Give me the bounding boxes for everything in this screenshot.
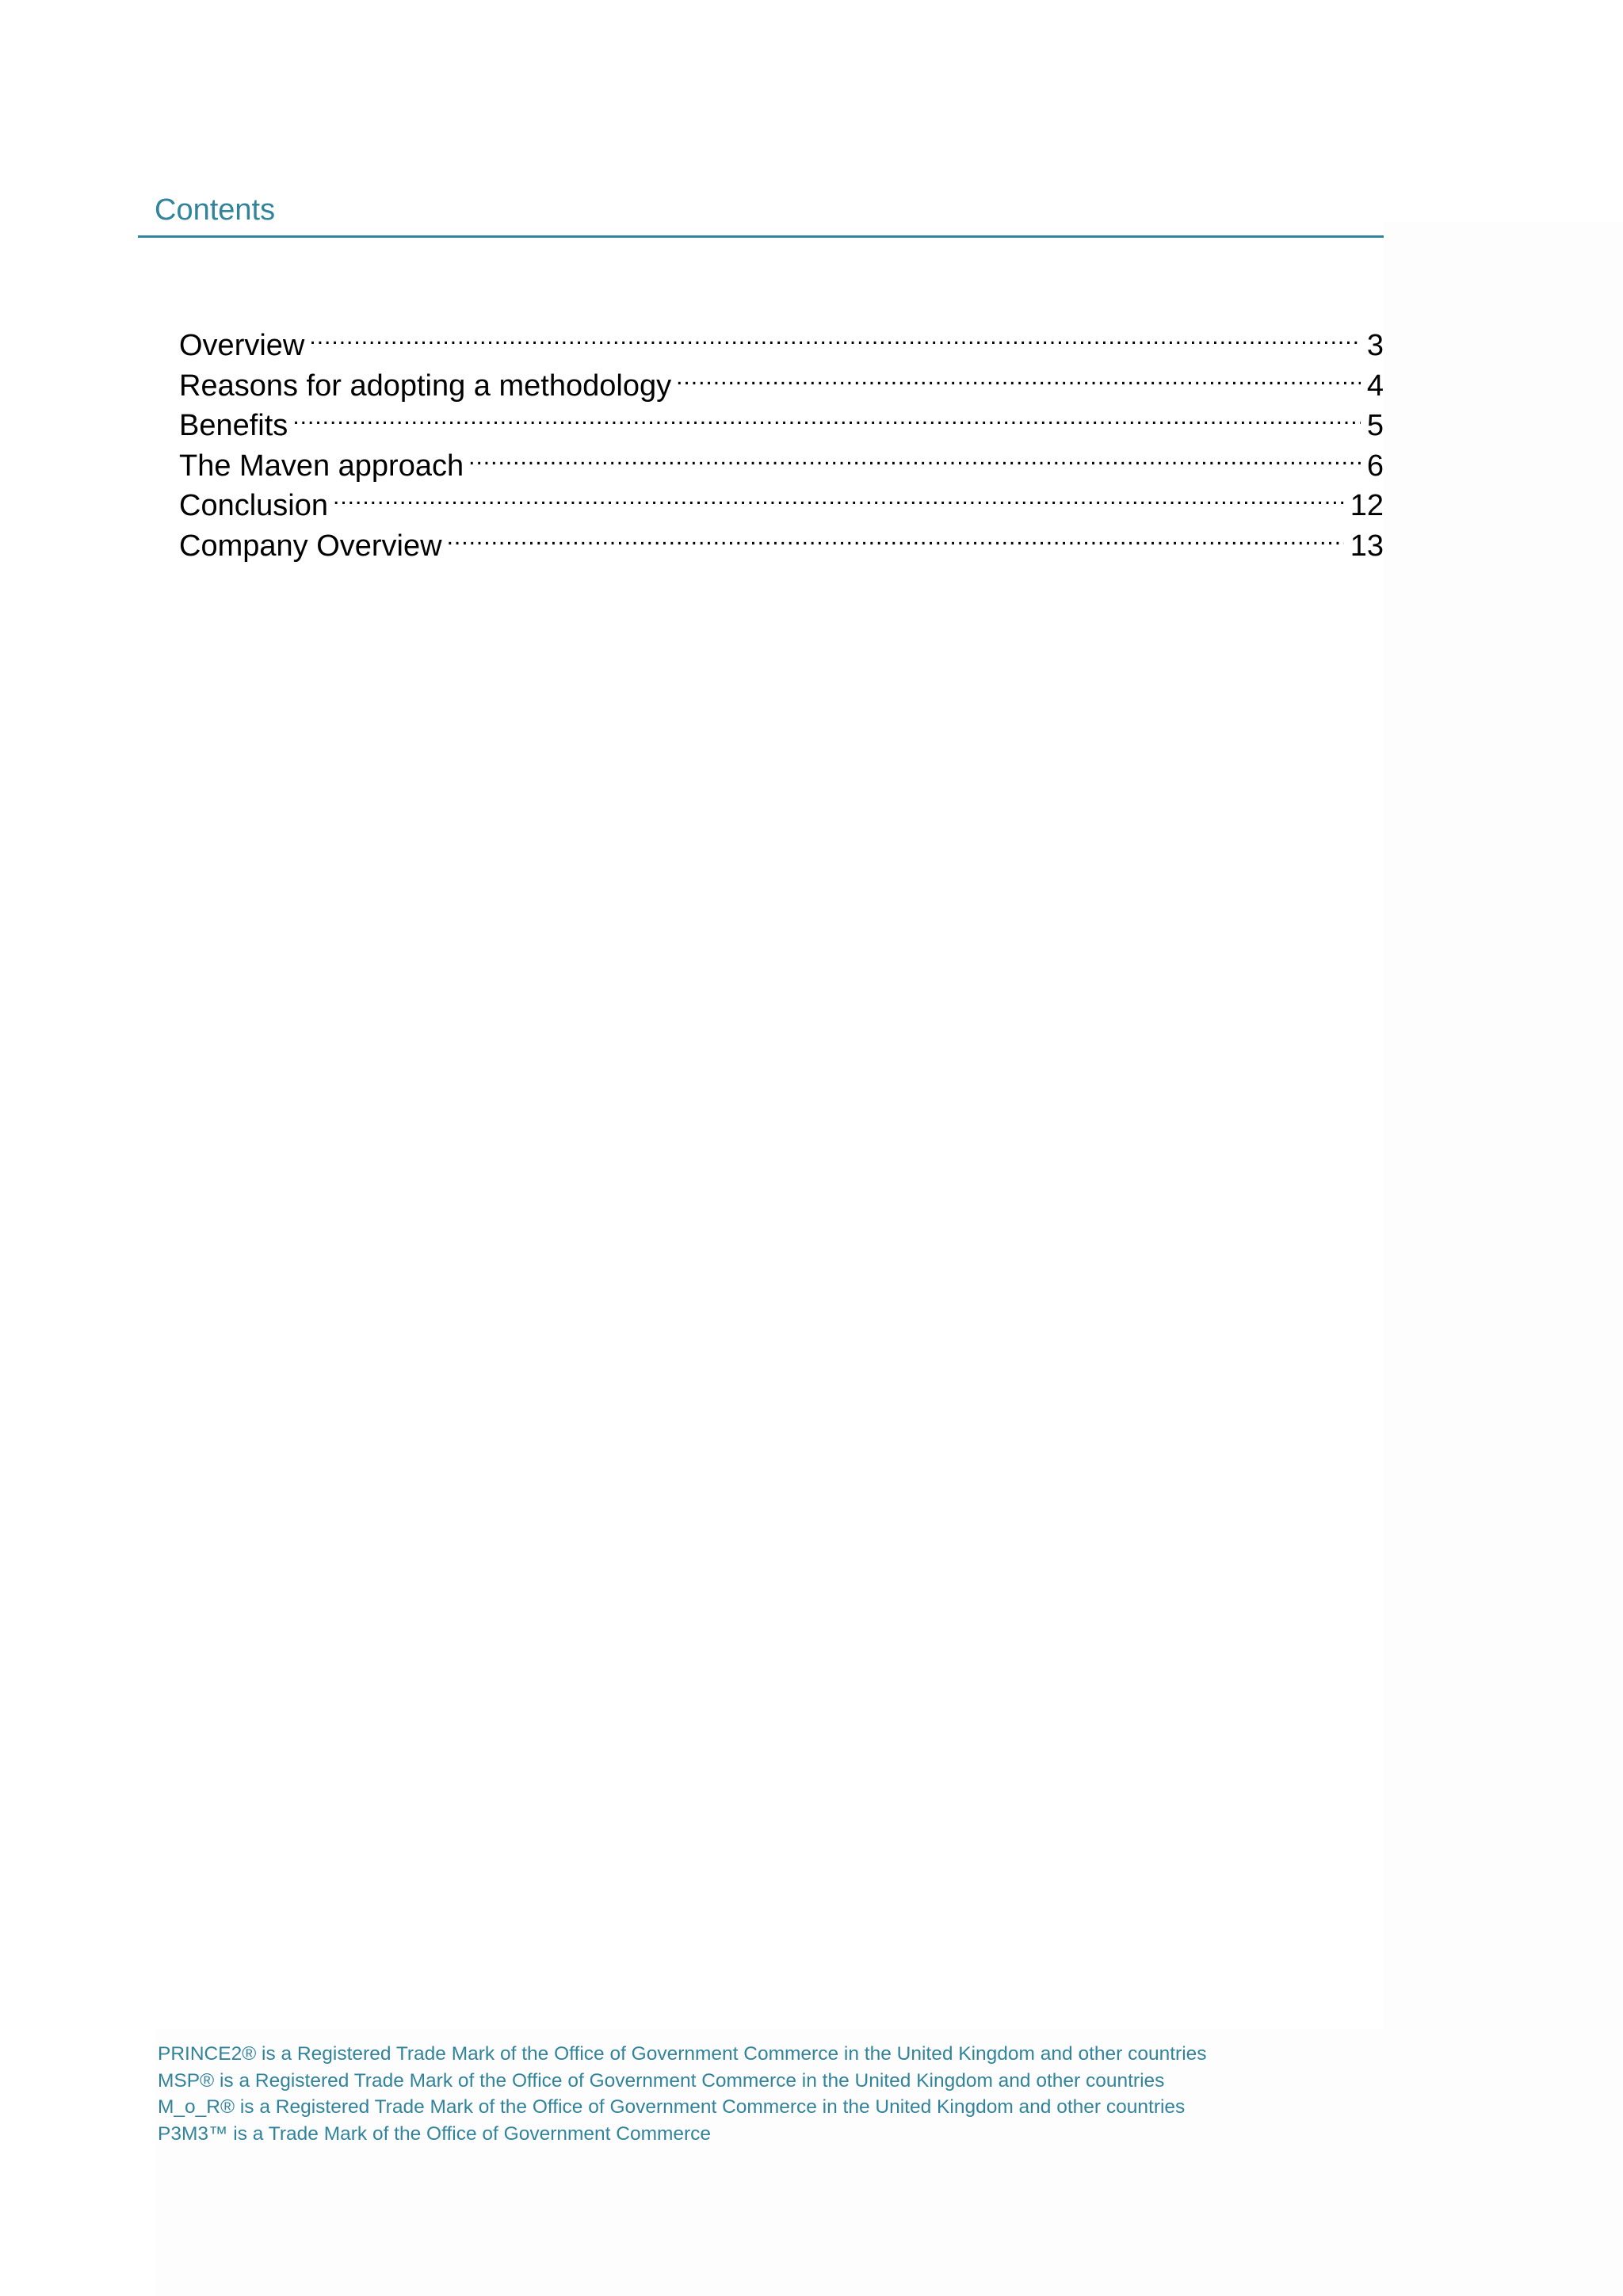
trademark-notices [158, 2041, 1207, 2147]
trademark-notice-msp: MSP® is a Registered Trade Mark of the Office of Government Commerce in the United Kingdom and other countries [158, 2069, 1165, 2092]
toc-dot-leader [447, 516, 1344, 556]
toc-entry-conclusion[interactable] [179, 476, 1384, 522]
toc-dot-leader [676, 356, 1361, 395]
toc-entry-title: Overview [179, 329, 305, 362]
toc-entry-title: Conclusion [179, 489, 328, 522]
toc-entry-benefits[interactable] [179, 395, 1384, 442]
toc-entry-reasons[interactable] [179, 356, 1384, 403]
toc-entry-page: 12 [1350, 489, 1384, 522]
trademark-notice-prince2: PRINCE2® is a Registered Trade Mark of the Office of Government Commerce in the United Kingdom and other countries [158, 2043, 1207, 2065]
table-of-contents [179, 315, 1384, 563]
toc-entry-title: Benefits [179, 409, 288, 442]
toc-entry-company-overview[interactable] [179, 516, 1384, 563]
toc-entry-maven-approach[interactable] [179, 436, 1384, 483]
toc-dot-leader [292, 395, 1361, 435]
trademark-notice-p3m3: P3M3™ is a Trade Mark of the Office of Government Commerce [158, 2122, 712, 2145]
toc-entry-title: Reasons for adopting a methodology [179, 369, 672, 403]
page-body [138, 0, 1384, 2029]
toc-entry-overview[interactable] [179, 315, 1384, 362]
toc-dot-leader [333, 476, 1344, 515]
toc-entry-page: 6 [1366, 449, 1384, 483]
toc-entry-title: Company Overview [179, 529, 442, 563]
contents-divider [138, 235, 1384, 238]
toc-dot-leader [309, 315, 1360, 355]
toc-dot-leader [468, 436, 1361, 476]
toc-entry-page: 13 [1350, 529, 1384, 563]
contents-heading: Contents [155, 193, 276, 227]
toc-entry-page: 3 [1366, 329, 1384, 362]
toc-entry-title: The Maven approach [179, 449, 464, 483]
toc-entry-page: 5 [1366, 409, 1384, 442]
trademark-notice-mor: M_o_R® is a Registered Trade Mark of the Office of Government Commerce in the United Kingdom and other countries [158, 2096, 1186, 2118]
toc-entry-page: 4 [1366, 369, 1384, 403]
